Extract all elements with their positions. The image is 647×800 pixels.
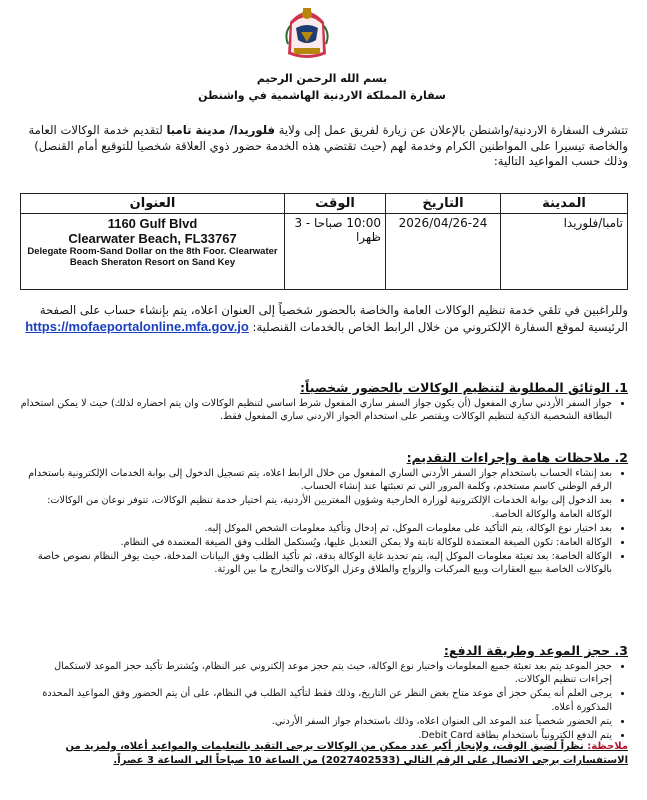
section-booking [20,643,628,743]
address-line-1: 1160 Gulf Blvd [107,216,198,231]
header-address: العنوان [21,194,285,214]
header-time: الوقت [285,194,386,214]
list-item: • الوكالة العامة: تكون الصيغة المعتمدة للوكالة ثابتة ولا يمكن التعديل عليها، ويُستكمل الطلب وفق الصيغة المعتمدة في النظام. [20,536,612,549]
intro-text-1: تتشرف السفارة الاردنية/واشنطن بالإعلان عن زيارة لفريق عمل إلى ولاية [275,123,628,137]
list-item: • الوكالة الخاصة: بعد تعبئة معلومات الموكل إليه، يتم تحديد غاية الوكالة بدقة، ثم تأكيد الطلب وفق البيانات المدخلة، حيث يوفر النظام نصوص خاصة بالوكالات الخاصة ببيع العقارات وبيع المركبات والزواج والطلاق وعزل الوكالات والتخارج ما بين الورثة. [20,550,612,576]
basmala: بسم الله الرحمن الرحيم [256,72,388,85]
list-item: • بعد إنشاء الحساب باستخدام جواز السفر الأردني الساري المفعول من خلال الرابط اعلاه، يتم تسجيل الدخول إلى بوابة الخدمات الإلكترونية باستخدام الرقم الوطني كاسم مستخدم، وكلمة المرور التي تم تعبئتها عند إنشاء الحساب. [20,467,612,493]
portal-link[interactable]: https://mofaeportalonline.mfa.gov.jo [25,318,249,334]
cell-city: تامبا/فلوريدا [501,214,628,290]
jordan-coat-of-arms-icon [282,4,332,64]
cell-date: 2026/04/26-24 [386,214,501,290]
list-item: • يرجى العلم أنه يمكن حجز أي موعد متاح بغض النظر عن التاريخ، وذلك فقط لتأكيد الطلب في النظام، على أن يتم الحضور وفق المواعيد المحددة المذكورة أعلاه. [20,687,612,713]
header-city: المدينة [501,194,628,214]
cell-time: 10:00 صباحا - 3 ظهرا [285,214,386,290]
intro-text-2: لتقديم خدمة الوكالات العامة والخاصة تيسيرا على المواطنين الكرام وخدمة لهم (حيث تقتضي هذه الخدمة حضور ذوي العلاقة شخصيا للتوقيع أمام القنصل) وذلك حسب المواعيد التالية: [28,123,628,168]
section-notes [20,450,628,578]
schedule-table [20,193,628,290]
registration-paragraph [20,303,628,335]
embassy-name: سفارة المملكة الاردنية الهاشمية في واشنطن [198,89,446,102]
list-item: • يتم الدفع الكترونياً باستخدام بطاقة Debit Card. [20,729,612,742]
cell-address [21,214,285,290]
section-1-title: 1. الوثائق المطلوبة لتنظيم الوكالات بالحضور شخصياً: [300,380,628,395]
intro-paragraph [20,123,628,170]
note-label: ملاحظة: [587,741,628,752]
section-2-title: 2. ملاحظات هامة وإجراءات التقديم: [406,450,628,465]
list-item: • جواز السفر الأردني ساري المفعول (أن يكون جواز السفر ساري المفعول شرط اساسي لتنظيم الوكالات وان يتم احضاره لذلك) حيث لا يمكن استخدام البطاقة الشخصية الذكية لتنظيم الوكالات ويقتصر على استخدام الجواز الاردني ساري المفعول فقط. [20,397,612,423]
footer-note [20,740,628,768]
intro-location: فلوريدا/ مدينة تامبا [166,123,276,137]
address-line-3: Delegate Room-Sand Dollar on the 8th Foor. Clearwater Beach Sheraton Resort on Sand Key [27,246,278,268]
list-item: • يتم الحضور شخصياً عند الموعد الى العنوان اعلاه، وذلك باستخدام جواز السفر الأردني. [20,715,612,728]
section-3-title: 3. حجز الموعد وطريقة الدفع: [443,643,628,658]
section-documents [20,380,628,424]
note-text: نظراً لضيق الوقت، ولإنجاز أكبر عدد ممكن من الوكالات يرجى التقيد بالتعليمات والمواعيد أعلاه، ولمزيد من الاستفسارات يرجى الاتصال على الرقم التالي (2027402533) من الساعة 10 صباحاً الى الساعة 3 عصراً. [65,741,628,766]
header-date: التاريخ [386,194,501,214]
list-item: • حجز الموعد يتم بعد تعبئة جميع المعلومات واختيار نوع الوكالة، حيث يتم حجز موعد إلكتروني عبر النظام، ويُشترط تأكيد حجز الموعد لاستكمال إجراءات تنظيم الوكالات. [20,660,612,686]
list-item: • بعد الدخول إلى بوابة الخدمات الإلكترونية لوزارة الخارجية وشؤون المغتربين الأردنية، يتم اختيار خدمة تنظيم الوكالات، تتوفر نوعان من الوكالات: الوكالة العامة والوكالة الخاصة. [20,494,612,520]
registration-text: وللراغبين في تلقي خدمة تنظيم الوكالات العامة والخاصة بالحضور شخصياً إلى العنوان اعلاه، يتم بإنشاء حساب على الصفحة الرئيسية لموقع السفارة الإلكتروني من خلال الرابط الخاص بالخدمات القنصلية: [39,303,628,334]
list-item: • بعد اختيار نوع الوكالة، يتم التأكيد على معلومات الموكل، ثم إدخال وتأكيد معلومات الشخص الموكل إليه. [20,522,612,535]
address-line-2: Clearwater Beach, FL33767 [68,231,237,246]
